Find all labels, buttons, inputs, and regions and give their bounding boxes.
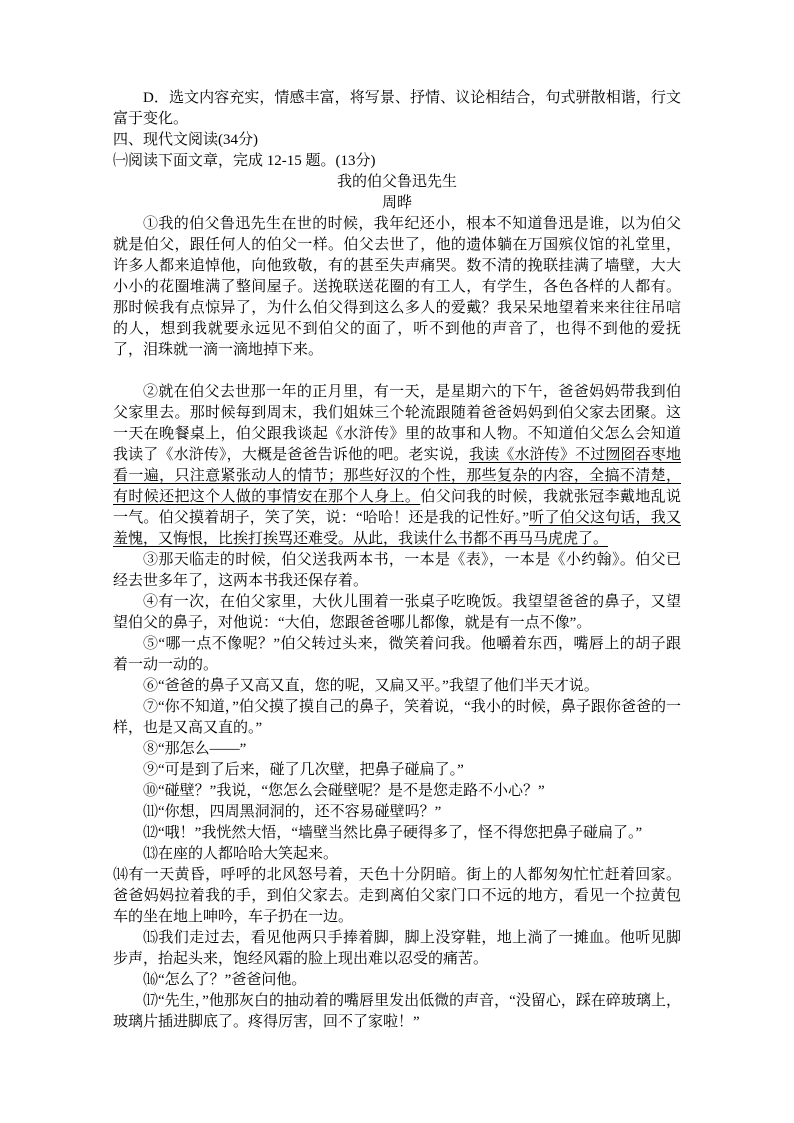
essay-paragraph-10 <box>113 781 681 802</box>
text-segment: ⑤“哪一点不像呢？”伯父转过头来，微笑着问我。他嚼着东西，嘴唇上的胡子跟着一动一动的。 <box>113 636 681 673</box>
essay-paragraph-14 <box>113 865 681 928</box>
essay-author <box>113 193 681 214</box>
option-d <box>113 88 681 130</box>
text-segment: ⒀在座的人都哈哈大笑起来。 <box>143 846 339 862</box>
essay-paragraph-9 <box>113 760 681 781</box>
essay-paragraph-6 <box>113 676 681 697</box>
essay-paragraph-15 <box>113 928 681 970</box>
text-segment: D．选文内容充实，情感丰富，将写景、抒情、议论相结合，句式骈散相谐，行文富于变化。 <box>113 90 681 127</box>
text-segment: ⑨“可是到了后来，碰了几次壁，把鼻子碰扁了。” <box>143 762 464 778</box>
essay-paragraph-17 <box>113 991 681 1033</box>
text-segment: ⑩“碰壁？”我说，“您怎么会碰壁呢？是不是您走路不小心？” <box>143 783 545 799</box>
essay-paragraph-7 <box>113 697 681 739</box>
text-segment: 四、现代文阅读(34分) <box>113 132 258 148</box>
text-segment: ⑥“爸爸的鼻子又高又直，您的呢，又扁又平。”我望了他们半天才说。 <box>143 678 599 694</box>
underlined-text: 我读《水浒传》不过囫囵吞枣地看一遍，只注意紧张动人的情节；那些好汉的个性，那些复杂的内容，全搞不清楚，有时候还把这个人做的事情安在那个人身上。 <box>113 447 681 505</box>
essay-paragraph-16 <box>113 970 681 991</box>
document-body <box>113 88 681 1033</box>
text-segment: 我的伯父鲁迅先生 <box>336 174 457 190</box>
essay-paragraph-13 <box>113 844 681 865</box>
essay-paragraph-8 <box>113 739 681 760</box>
essay-paragraph-11 <box>113 802 681 823</box>
subsection-instruction <box>113 151 681 172</box>
text-segment: ②就在伯父去世那一年的正月里，有一天，是星期六的下午，爸爸妈妈带我到伯父家里去。那时候每到周末，我们姐妹三个轮流跟随着爸爸妈妈到伯父家去团聚。这一天在晚餐桌上，伯父跟我谈起《水浒传》里的故事和人物。不知道伯父怎么会知道我读了《水浒传》，大概是爸爸告诉他的吧。老实说， <box>113 384 681 463</box>
text-segment: ①我的伯父鲁迅先生在世的时候，我年纪还小，根本不知道鲁迅是谁，以为伯父就是伯父，跟任何人的伯父一样。伯父去世了，他的遗体躺在万国殡仪馆的礼堂里，许多人都来追悼他，向他致敬，有的甚至失声痛哭。数不清的挽联挂满了墙壁，大大小小的花圈堆满了整间屋子。送挽联送花圈的有工人，有学生，各色各样的人都有。那时候我有点惊异了，为什么伯父得到这么多人的爱戴？我呆呆地望着来来往往吊唁的人，想到我就要永远见不到伯父的面了，听不到他的声音了，也得不到他的爱抚了，泪珠就一滴一滴地掉下来。 <box>113 216 681 358</box>
text-segment: ⒄“先生，”他那灰白的抽动着的嘴唇里发出低微的声音，“没留心，踩在碎玻璃上，玻璃片插进脚底了。疼得厉害，回不了家啦！” <box>113 993 681 1030</box>
essay-paragraph-4 <box>113 592 681 634</box>
text-segment: ⑦“你不知道，”伯父摸了摸自己的鼻子，笑着说，“我小的时候，鼻子跟你爸爸的一样，也是又高又直的。” <box>113 699 681 736</box>
text-segment: 周晔 <box>381 195 412 211</box>
text-segment: ⒂我们走过去，看见他两只手捧着脚，脚上没穿鞋，地上淌了一摊血。他听见脚步声，抬起头来，饱经风霜的脸上现出难以忍受的痛苦。 <box>113 930 681 967</box>
section-heading <box>113 130 681 151</box>
text-segment: 伯父问我的时候，我就张冠李戴地乱说一气。伯父摸着胡子，笑了笑，说：“哈哈！还是我的记性好。” <box>113 489 681 526</box>
text-segment: ⑧“那怎么——” <box>143 741 247 757</box>
underlined-text: 听了伯父这句话，我又羞愧，又悔恨，比挨打挨骂还难受。从此，我读什么书都不再马马虎虎了。 <box>113 510 681 547</box>
essay-paragraph-3 <box>113 550 681 592</box>
text-segment: ⒁有一天黄昏，呼呼的北风怒号着，天色十分阴暗。街上的人都匆匆忙忙赶着回家。爸爸妈妈拉着我的手，到伯父家去。走到离伯父家门口不远的地方，看见一个拉黄包车的坐在地上呻吟，车子扔在一边。 <box>113 867 681 925</box>
essay-paragraph-1 <box>113 214 681 361</box>
essay-paragraph-2 <box>113 382 681 550</box>
essay-title <box>113 172 681 193</box>
text-segment: ③那天临走的时候，伯父送我两本书，一本是《表》，一本是《小约翰》。伯父已经去世多年了，这两本书我还保存着。 <box>113 552 681 589</box>
text-segment: ⑿“哦！”我恍然大悟，“墙壁当然比鼻子硬得多了，怪不得您把鼻子碰扁了。” <box>143 825 643 841</box>
text-segment: ㈠阅读下面文章，完成 12-15 题。(13分) <box>113 153 376 169</box>
essay-paragraph-5 <box>113 634 681 676</box>
text-segment: ⒃“怎么了？”爸爸问他。 <box>143 972 307 988</box>
text-segment: ⑾“你想，四周黑洞洞的，还不容易碰壁吗？” <box>143 804 442 820</box>
text-segment: ④有一次，在伯父家里，大伙儿围着一张桌子吃晚饭。我望望爸爸的鼻子，又望望伯父的鼻子，对他说：“大伯，您跟爸爸哪儿都像，就是有一点不像”。 <box>113 594 681 631</box>
essay-paragraph-12 <box>113 823 681 844</box>
